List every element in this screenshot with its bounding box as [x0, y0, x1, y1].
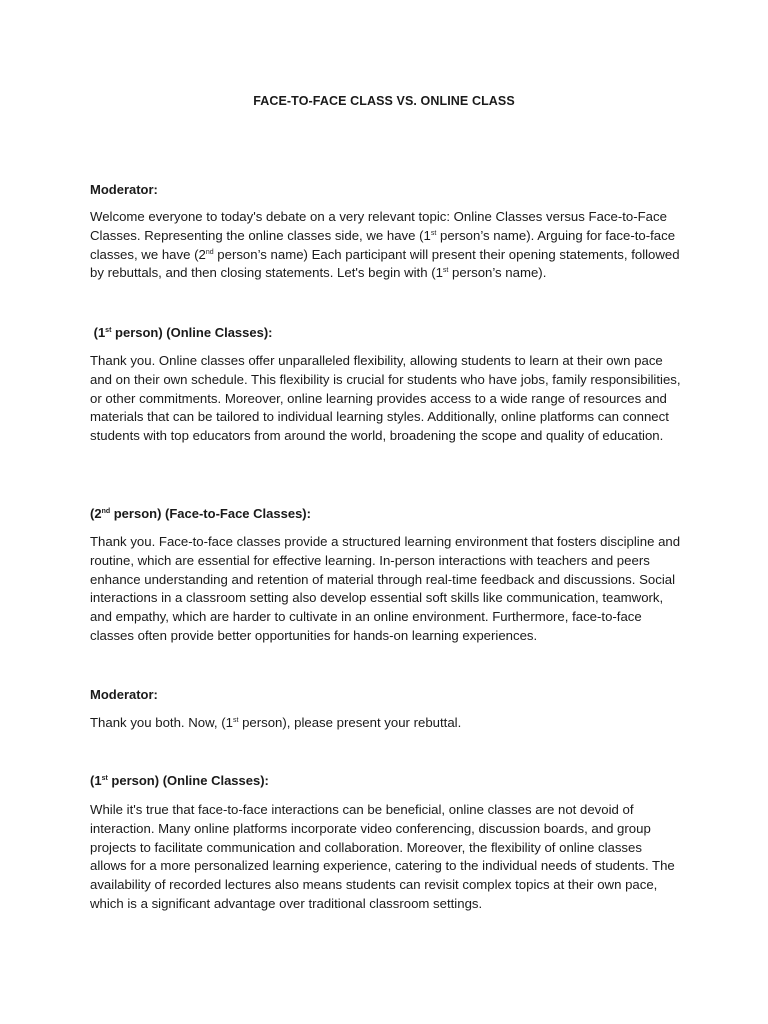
second-person-opening-paragraph: Thank you. Face-to-face classes provide a structured learning environment that fosters discipline and routine, which are essential for effective learning. In-person interactions with teachers and peers enhance understanding and retention of material through real-time feedback and discussions. Social interactions in a classroom setting also develop essential soft skills like communication, teamwork, and empathy, which are harder to cultivate in an online environment. Furthermore, face-to-face classes often provide better opportunities for hands-on learning experiences. — [90, 534, 681, 643]
speaker-label: (1st person) (Online Classes): — [90, 325, 273, 340]
moderator-opening-paragraph: Welcome everyone to today's debate on a very relevant topic: Online Classes versus Face-to-Face Classes. Representing the online classes side, we have (1st person’s name). Arguing for face-to-face classes, we have (2nd person’s name) Each participant will present their opening statements, followed by rebuttals, and then closing statements. Let's begin with (1st person’s name). — [90, 209, 680, 281]
moderator-transition-paragraph: Thank you both. Now, (1st person), please present your rebuttal. — [90, 715, 462, 730]
moderator-heading — [90, 685, 682, 704]
speaker-label: (2nd person) (Face-to-Face Classes): — [90, 506, 311, 521]
second-person-heading — [90, 504, 682, 523]
first-person-opening-paragraph: Thank you. Online classes offer unparalleled flexibility, allowing students to learn at their own pace and on their own schedule. This flexibility is crucial for students who have jobs, family responsibilities, or other commitments. Moreover, online learning provides access to a wide range of resources and materials that can be tailored to individual learning styles. Additionally, online platforms can connect students with top educators from around the world, broadening the scope and quality of education. — [90, 353, 681, 444]
document-title: FACE-TO-FACE CLASS VS. ONLINE CLASS — [253, 94, 515, 108]
speaker-label: Moderator: — [90, 182, 158, 197]
first-person-rebuttal-paragraph: While it's true that face-to-face interactions can be beneficial, online classes are not devoid of interaction. Many online platforms incorporate video conferencing, discussion boards, and group projects to facilitate communication and collaboration. Moreover, the flexibility of online classes allows for a more personalized learning experience, catering to the individual needs of students. The availability of recorded lectures also means students can revisit complex topics at their own pace, which is a significant advantage over traditional classroom settings. — [90, 802, 675, 911]
first-person-heading — [90, 323, 682, 342]
speaker-label: (1st person) (Online Classes): — [90, 773, 269, 788]
first-person-rebuttal-heading — [90, 771, 682, 790]
moderator-heading — [90, 180, 682, 199]
speaker-label: Moderator: — [90, 687, 158, 702]
